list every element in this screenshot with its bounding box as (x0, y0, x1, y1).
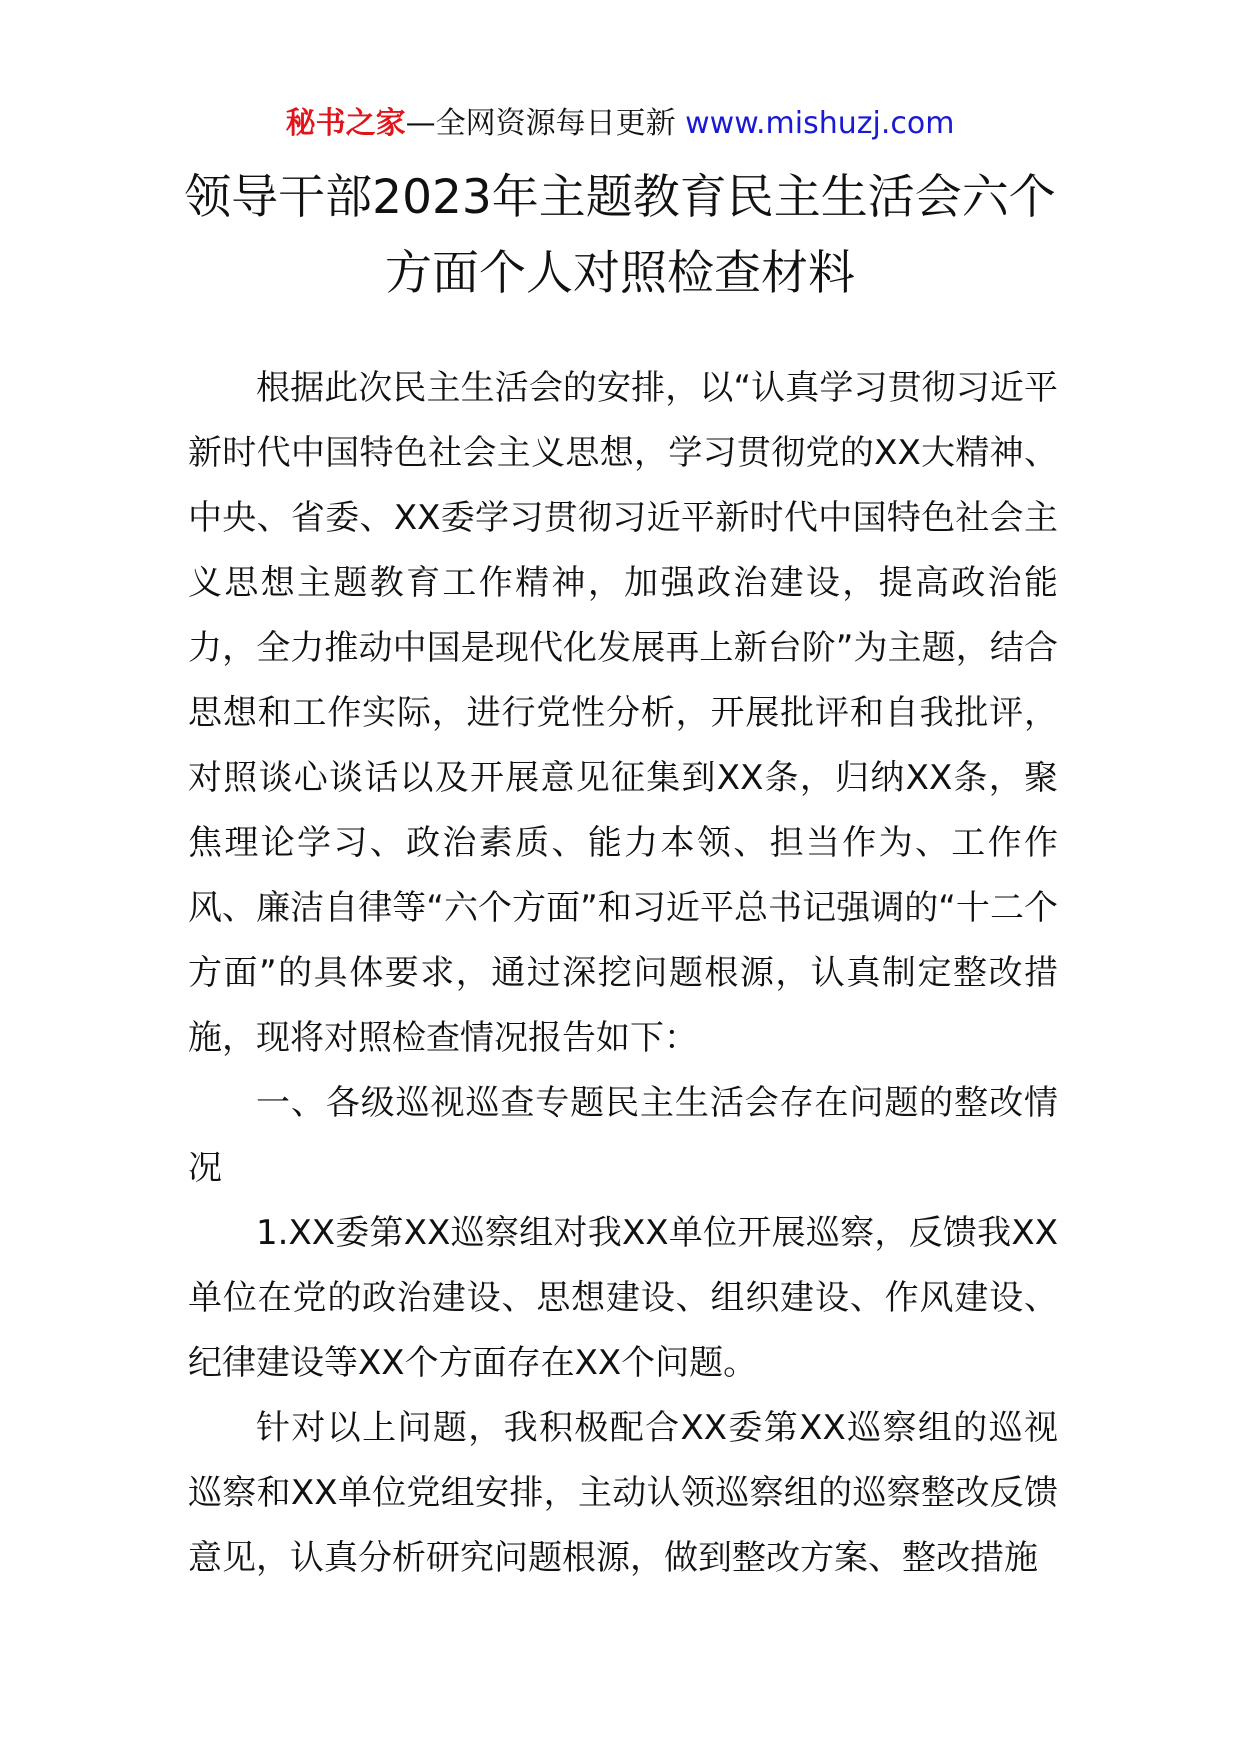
site-header (0, 104, 1240, 144)
section-heading-1: 一、各级巡视巡查专题民主生活会存在问题的整改情况 (188, 1083, 1058, 1188)
site-url-link[interactable]: www.mishuzj.com (685, 106, 955, 141)
title-line-2: 方面个人对照检查材料 (385, 246, 855, 301)
site-brand: 秘书之家 (285, 106, 406, 141)
site-slogan: —全网资源每日更新 (405, 106, 686, 141)
document-body (188, 356, 1058, 1591)
intro-paragraph: 根据此次民主生活会的安排，以“认真学习贯彻习近平新时代中国特色社会主义思想，学习贯彻党的XX大精神、中央、省委、XX委学习贯彻习近平新时代中国特色社会主义思想主题教育工作精神，加强政治建设，提高政治能力，全力推动中国是现代化发展再上新台阶”为主题，结合思想和工作实际，进行党性分析，开展批评和自我批评，对照谈心谈话以及开展意见征集到XX条，归纳XX条，聚焦理论学习、政治素质、能力本领、担当作为、工作作风、廉洁自律等“六个方面”和习近平总书记强调的“十二个方面”的具体要求，通过深挖问题根源，认真制定整改措施，现将对照检查情况报告如下： (188, 368, 1058, 1058)
title-line-1: 领导干部2023年主题教育民主生活会六个 (184, 170, 1056, 225)
document-title (180, 160, 1060, 312)
item-paragraph-1: 1.XX委第XX巡察组对我XX单位开展巡察，反馈我XX单位在党的政治建设、思想建设、组织建设、作风建设、纪律建设等XX个方面存在XX个问题。 (188, 1213, 1058, 1383)
response-paragraph: 针对以上问题，我积极配合XX委第XX巡察组的巡视巡察和XX单位党组安排，主动认领巡察组的巡察整改反馈意见，认真分析研究问题根源，做到整改方案、整改措施 (188, 1408, 1058, 1578)
